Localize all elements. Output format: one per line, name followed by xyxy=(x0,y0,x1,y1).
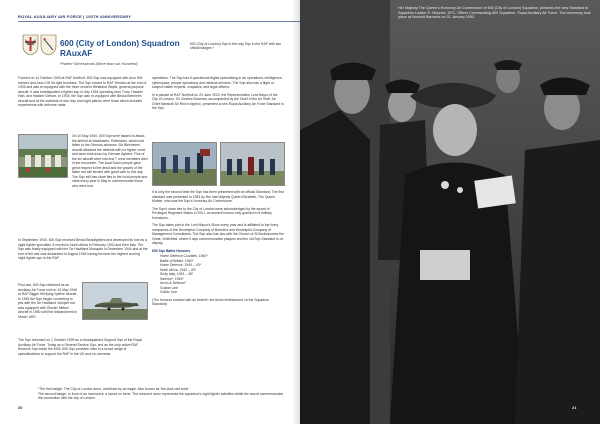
lord-mayor-paragraph: The Sqn takes part in the Lord Mayor's Show every year and is affiliated to the livery companies of the Worshipful Company of Butchers and Worshipful Company of Management Consultants. The Sqn also has ties with the Church of St Bartholomew the Great, Smithfield, where it lays commemorative plaques and the old Sqn Standard is on display. xyxy=(152,223,284,245)
first-standard-paragraph: It is only the second time the Sqn has been presented with an official Standard. The first standard was presented in 1953 by Her late Majesty Queen Elizabeth, The Queen Mother, who was the Sqn's Honorary Air Commodore. xyxy=(152,190,284,203)
cemetery-image xyxy=(19,135,68,178)
waalhaven-paragraph: On 10 May 1940, 600 Sqn were tasked to attack the airfield at Waalhaven, Rotterdam, which had fallen to the German advance. Six Blenheims aircraft attacked the airfields with no fighter cover and were shot-down by German fighters. Five of the six aircraft were lost and 7 crew members died in the encounter. The local Dutch people gave great respect to the dead and the graves of the fallen are still tended with great care to this day. The Sqn still has close ties to the local people and visits every year in May to commemorate those who were lost. xyxy=(72,134,148,188)
battle-honours-note: (The honours marked with an Asterix* are those emblazoned on the Squadron Standard) xyxy=(152,297,270,306)
battle-honours-title: 600 Sqn Battle Honours xyxy=(152,248,191,253)
battle-honour-item: Salerno*, 1943* xyxy=(160,276,184,281)
battle-honour-item: Battle of Britain, 1940* xyxy=(160,258,194,263)
badge-caption: 600 (City of London) Sqn is the only Sqn in the RAF with two official badges.* xyxy=(190,42,282,51)
footnote-first-badge: *The first badge: The City of London arms, overflown by an eagle. Also known as 'the dust-cart crest'. xyxy=(38,387,190,391)
waalhaven-text xyxy=(72,134,148,191)
parade-image-left xyxy=(153,143,217,186)
second-squadron-badge xyxy=(40,34,57,56)
middle-column-bottom xyxy=(152,190,284,310)
squadron-title-suffix: RAuxAF xyxy=(60,48,93,58)
squadron-title-block xyxy=(60,39,180,66)
page-number-right: 21 xyxy=(572,405,577,410)
city-ties-paragraph: The Sqn's close ties to the City of London were acknowledged by the award of Privileged Regiment Status in 2001, an ancient honour only granted to 8 military formations. xyxy=(152,206,272,220)
spitfire-image xyxy=(83,283,148,320)
squadron-motto: Praeter Secessionis (More than six Hundred) xyxy=(60,61,138,66)
first-squadron-badge xyxy=(22,34,39,56)
queen-mother-presentation-photo xyxy=(300,0,600,424)
photo-caption: Her Majesty The Queen's Honorary Air Commodore of 600 (City of London) Squadron, presents the new Standard to Squadron Leader R. Mounter, DFC, Officer Commanding 600 Squadron, Royal Auxiliary Air Force. The ceremony took place at Northolt Barracks on 31 January 1953. xyxy=(398,6,591,20)
left-column xyxy=(18,76,148,111)
page-number-left: 20 xyxy=(18,405,23,410)
middle-column-top xyxy=(152,76,284,114)
running-head: ROYAL AUXILIARY AIR FORCE | 100TH ANNIVERSARY xyxy=(18,14,132,19)
battle-honours-list xyxy=(152,254,284,295)
wartime-text xyxy=(18,238,148,264)
battle-honour-item: North Africa, 1942 – 43* xyxy=(160,267,197,272)
battle-honour-item: Home Defence, 1940 – 43* xyxy=(160,263,201,267)
operations-paragraph: operations. The Sqn has 6 operational flights specialising in air operations, intelligence, cyberspace, people operations and medical services. The Sqn also has a flight of subject matter experts, chaplains, and legal officers. xyxy=(152,76,283,89)
gutter-shadow xyxy=(292,0,300,424)
postwar-text xyxy=(18,283,78,322)
wartime-paragraph: In September 1940, 600 Sqn received Bristol Beaufighters and developed its role as a night fighter specialist. It moved to North Africa in February 1942 and then Italy. The Sqn was finally equipped with the De Havilland Mosquito in December 1944 and at the end of the war was disbanded in August 1945 having become the highest scoring night fighter sqn in the RAF. xyxy=(18,238,148,260)
footnote-second-badge: The second badge: In front of an increscent, a sword on bend. The crescent moon represents the squadron's night fighter activities whilst the sword commemorates the connection with the city of London. xyxy=(38,392,284,401)
battle-honour-item: Gustav Line xyxy=(160,285,179,290)
squadron-title: 600 (City of London) Squadron xyxy=(60,39,180,48)
battle-honour-item: Gothic Line xyxy=(160,290,178,294)
spitfire-photo xyxy=(82,282,148,320)
header-rule xyxy=(18,21,300,22)
battle-honour-item: Sicily Italy, 1943 – 45* xyxy=(160,272,194,276)
parade-photo-right xyxy=(220,142,285,186)
postwar-paragraph: Post war, 600 Sqn reformed as an Auxiliary Air Force unit on 10 May 1946 at RAF Biggin Hill flying Spitfire aircraft. In 1949 the Sqn began converting to jets with the De Havilland Vampire but was equipped with Gloster Meteor aircraft in 1950 until the disbandment in March 1957. xyxy=(18,283,78,319)
grave-memorial-photo xyxy=(18,134,68,178)
standard-parade-paragraph: In a parade at RAF Northolt on 24 June 2023, the Representative Lord Mayor of the City of London, Sir Charles Bowman, accompanied by the Chief of the Air Staff, Air Chief Marshall Sir Rich Knighton, presented a new Royal Auxiliary Air Force Standard to the Sqn. xyxy=(152,92,284,110)
footnotes xyxy=(38,387,288,401)
intro-paragraph: Formed on 14 October 1925 at RAF Northolt, 600 Sqn was equipped with Avro 504 trainers and Airco DH.9A light bombers. The Sqn moved to RAF Hendon at the end of 1926 and was re-equipped with the more modern Westland Wapiti, general-purpose aircraft. It was redesignated a fighter sqn in July 1934 operating Avro Tutor, Hawker Hart, and Hawker Demon. In 1939, the Sqn was re-equipped with Bristol Blenheim aircraft and at the outbreak of war, day and night patrols were flown which included experiments with airborne radar. xyxy=(18,76,147,107)
modern-paragraph: The Sqn reformed on 1 October 1999 as a Headquarters Support Sqn of the Royal Auxiliary Air Force. Today as a General Service Sqn, and as the only active RAF Reserve Sqn within the M25, 600 Sqn provides roles in a broad range of specialisations to support the RAF in the UK and on overseas xyxy=(18,338,143,356)
parade-photo-left xyxy=(152,142,217,186)
modern-text xyxy=(18,338,148,359)
right-page-photo xyxy=(300,0,600,424)
battle-honour-item: Home Defence Counties, 1940* xyxy=(160,254,208,258)
battle-honour-item: Anzio & Nettuno* xyxy=(160,281,186,285)
parade-image-right xyxy=(221,143,285,186)
